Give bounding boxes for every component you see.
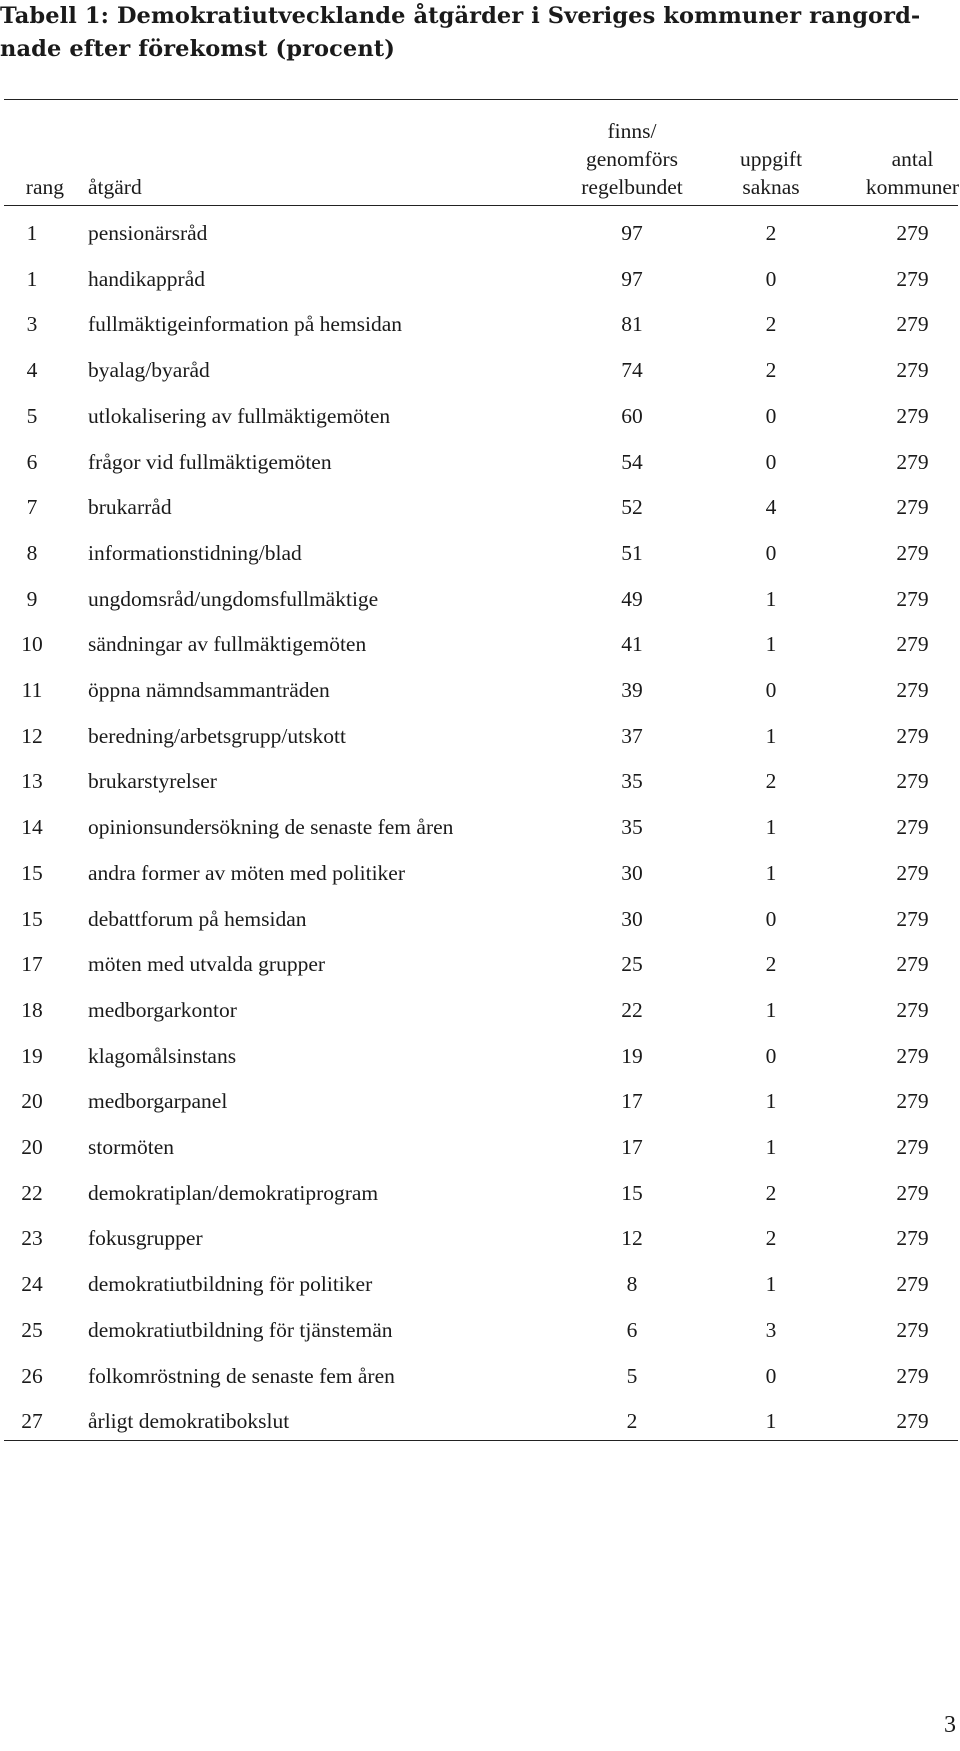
table-row (0, 1399, 960, 1445)
cell-done: 51 (621, 540, 643, 565)
cell-rank: 1 (26, 266, 38, 291)
cell-action: årligt demokratibokslut (88, 1409, 290, 1434)
cell-action: öppna nämndsammanträden (88, 678, 330, 703)
cell-rank: 20 (21, 1135, 43, 1160)
cell-done: 81 (621, 312, 643, 337)
table-row (0, 531, 960, 577)
cell-done: 35 (621, 769, 643, 794)
cell-count: 279 (896, 723, 929, 748)
cell-action: fullmäktigeinformation på hemsidan (88, 312, 403, 337)
cell-done: 30 (621, 906, 643, 931)
table-row (0, 851, 960, 897)
table-row (0, 577, 960, 623)
table-row (0, 1308, 960, 1354)
cell-rank: 6 (26, 449, 38, 474)
cell-missing: 1 (765, 1135, 777, 1160)
table-row (0, 1125, 960, 1171)
cell-action: medborgarkontor (88, 997, 237, 1022)
cell-missing: 2 (765, 358, 777, 383)
cell-count: 279 (896, 358, 929, 383)
cell-missing: 2 (765, 1180, 777, 1205)
cell-done: 17 (621, 1089, 643, 1114)
cell-done: 49 (621, 586, 643, 611)
table-row (0, 759, 960, 805)
measures-table (0, 107, 960, 1445)
table-row (0, 942, 960, 988)
table-caption-line-1: Tabell 1: Demokratiutvecklande åtgärder i Sveriges kommuner rangord- (0, 3, 921, 29)
cell-missing: 1 (765, 632, 777, 657)
cell-missing: 1 (765, 1272, 777, 1297)
cell-rank: 19 (21, 1043, 43, 1068)
cell-done: 19 (621, 1043, 643, 1068)
cell-missing: 1 (765, 586, 777, 611)
table-caption (0, 0, 960, 66)
cell-count: 279 (896, 1272, 929, 1297)
cell-missing: 0 (765, 1363, 777, 1388)
cell-done: 6 (626, 1317, 638, 1342)
cell-missing: 0 (765, 1043, 777, 1068)
header-count: antal kommuner (865, 147, 960, 199)
cell-done: 52 (621, 495, 643, 520)
cell-action: handikappråd (88, 266, 206, 291)
cell-done: 8 (626, 1272, 638, 1297)
cell-done: 97 (621, 266, 643, 291)
cell-missing: 0 (765, 449, 777, 474)
table-row (0, 668, 960, 714)
table-row (0, 205, 960, 257)
cell-action: klagomålsinstans (88, 1043, 237, 1068)
cell-action: fokusgrupper (88, 1226, 203, 1251)
cell-action: stormöten (88, 1135, 174, 1160)
cell-missing: 3 (765, 1317, 777, 1342)
cell-done: 74 (621, 358, 643, 383)
cell-action: demokratiutbildning för politiker (88, 1272, 373, 1297)
cell-count: 279 (896, 540, 929, 565)
cell-count: 279 (896, 1089, 929, 1114)
cell-done: 15 (621, 1180, 643, 1205)
table-row (0, 714, 960, 760)
cell-rank: 10 (21, 632, 43, 657)
table-row (0, 257, 960, 303)
cell-count: 279 (896, 860, 929, 885)
cell-count: 279 (896, 1135, 929, 1160)
cell-count: 279 (896, 632, 929, 657)
cell-done: 35 (621, 815, 643, 840)
cell-count: 279 (896, 997, 929, 1022)
cell-rank: 8 (26, 540, 38, 565)
cell-done: 54 (621, 449, 643, 474)
cell-missing: 2 (765, 952, 777, 977)
cell-missing: 2 (765, 769, 777, 794)
cell-count: 279 (896, 1226, 929, 1251)
cell-rank: 15 (21, 860, 43, 885)
cell-rank: 27 (21, 1409, 43, 1434)
cell-done: 30 (621, 860, 643, 885)
cell-action: byalag/byaråd (88, 358, 210, 383)
header-missing: uppgift saknas (739, 147, 803, 199)
cell-missing: 2 (765, 221, 777, 245)
cell-rank: 11 (21, 678, 43, 703)
cell-action: ungdomsråd/ungdomsfullmäktige (88, 586, 379, 611)
cell-rank: 20 (21, 1089, 43, 1114)
cell-done: 22 (621, 997, 643, 1022)
cell-missing: 0 (765, 540, 777, 565)
cell-done: 39 (621, 678, 643, 703)
table-row (0, 897, 960, 943)
cell-rank: 17 (21, 952, 43, 977)
cell-rank: 24 (21, 1272, 43, 1297)
cell-action: demokratiplan/demokratiprogram (88, 1180, 379, 1205)
cell-count: 279 (896, 403, 929, 428)
cell-done: 2 (626, 1409, 638, 1434)
table-row (0, 440, 960, 486)
table-header-row (0, 107, 960, 205)
cell-count: 279 (896, 1317, 929, 1342)
table-row (0, 1354, 960, 1400)
cell-missing: 0 (765, 906, 777, 931)
cell-missing: 2 (765, 1226, 777, 1251)
cell-action: opinionsundersökning de senaste fem åren (88, 815, 454, 840)
cell-action: frågor vid fullmäktigemöten (88, 449, 332, 474)
cell-missing: 1 (765, 997, 777, 1022)
cell-missing: 1 (765, 815, 777, 840)
cell-count: 279 (896, 312, 929, 337)
table-row (0, 1079, 960, 1125)
cell-action: debattforum på hemsidan (88, 906, 307, 931)
cell-rank: 23 (21, 1226, 43, 1251)
cell-action: sändningar av fullmäktigemöten (88, 632, 367, 657)
cell-action: medborgarpanel (88, 1089, 228, 1114)
cell-action: andra former av möten med politiker (88, 860, 406, 885)
cell-done: 17 (621, 1135, 643, 1160)
cell-done: 37 (621, 723, 643, 748)
table-row (0, 348, 960, 394)
table-row (0, 622, 960, 668)
cell-count: 279 (896, 906, 929, 931)
cell-rank: 7 (26, 495, 38, 520)
cell-done: 41 (621, 632, 643, 657)
cell-count: 279 (896, 449, 929, 474)
cell-count: 279 (896, 495, 929, 520)
table-row (0, 1034, 960, 1080)
table-row (0, 805, 960, 851)
cell-done: 60 (621, 403, 643, 428)
cell-count: 279 (896, 586, 929, 611)
cell-missing: 1 (765, 1089, 777, 1114)
cell-count: 279 (896, 1043, 929, 1068)
cell-action: beredning/arbetsgrupp/utskott (88, 723, 346, 748)
cell-rank: 26 (21, 1363, 43, 1388)
cell-done: 5 (626, 1363, 638, 1388)
cell-missing: 2 (765, 312, 777, 337)
table-row (0, 1171, 960, 1217)
cell-done: 97 (621, 221, 643, 245)
page-number: 3 (944, 1712, 956, 1738)
table-row (0, 302, 960, 348)
cell-action: folkomröstning de senaste fem åren (88, 1363, 395, 1388)
cell-missing: 4 (765, 495, 777, 520)
cell-count: 279 (896, 221, 929, 245)
cell-action: informationstidning/blad (88, 540, 302, 565)
cell-count: 279 (896, 952, 929, 977)
cell-count: 279 (896, 1409, 929, 1434)
cell-done: 25 (621, 952, 643, 977)
cell-rank: 12 (21, 723, 43, 748)
table-row (0, 988, 960, 1034)
cell-rank: 22 (21, 1180, 43, 1205)
cell-count: 279 (896, 678, 929, 703)
table-caption-line-2: nade efter förekomst (procent) (0, 36, 396, 62)
cell-missing: 1 (765, 723, 777, 748)
top-rule (4, 99, 958, 100)
cell-missing: 0 (765, 266, 777, 291)
header-done: finns/ genomförs regelbundet (581, 119, 683, 199)
cell-rank: 1 (26, 221, 38, 245)
cell-action: demokratiutbildning för tjänstemän (88, 1317, 393, 1342)
cell-rank: 14 (21, 815, 43, 840)
table-row (0, 1216, 960, 1262)
cell-missing: 1 (765, 860, 777, 885)
header-action: åtgärd (88, 175, 142, 199)
cell-missing: 0 (765, 678, 777, 703)
header-rank: rang (25, 175, 64, 199)
cell-count: 279 (896, 266, 929, 291)
cell-action: brukarråd (88, 495, 172, 520)
table-body (0, 205, 960, 1445)
cell-action: brukarstyrelser (88, 769, 217, 794)
cell-rank: 9 (26, 586, 38, 611)
cell-rank: 4 (26, 358, 38, 383)
cell-count: 279 (896, 815, 929, 840)
cell-rank: 13 (21, 769, 43, 794)
cell-missing: 1 (765, 1409, 777, 1434)
cell-rank: 15 (21, 906, 43, 931)
cell-rank: 5 (26, 403, 38, 428)
table-row (0, 1262, 960, 1308)
table-row (0, 485, 960, 531)
cell-missing: 0 (765, 403, 777, 428)
cell-rank: 18 (21, 997, 43, 1022)
cell-rank: 25 (21, 1317, 43, 1342)
cell-count: 279 (896, 769, 929, 794)
cell-count: 279 (896, 1363, 929, 1388)
cell-action: pensionärsråd (88, 221, 208, 245)
cell-action: möten med utvalda grupper (88, 952, 326, 977)
cell-count: 279 (896, 1180, 929, 1205)
table-row (0, 394, 960, 440)
cell-action: utlokalisering av fullmäktigemöten (88, 403, 391, 428)
cell-done: 12 (621, 1226, 643, 1251)
cell-rank: 3 (26, 312, 38, 337)
